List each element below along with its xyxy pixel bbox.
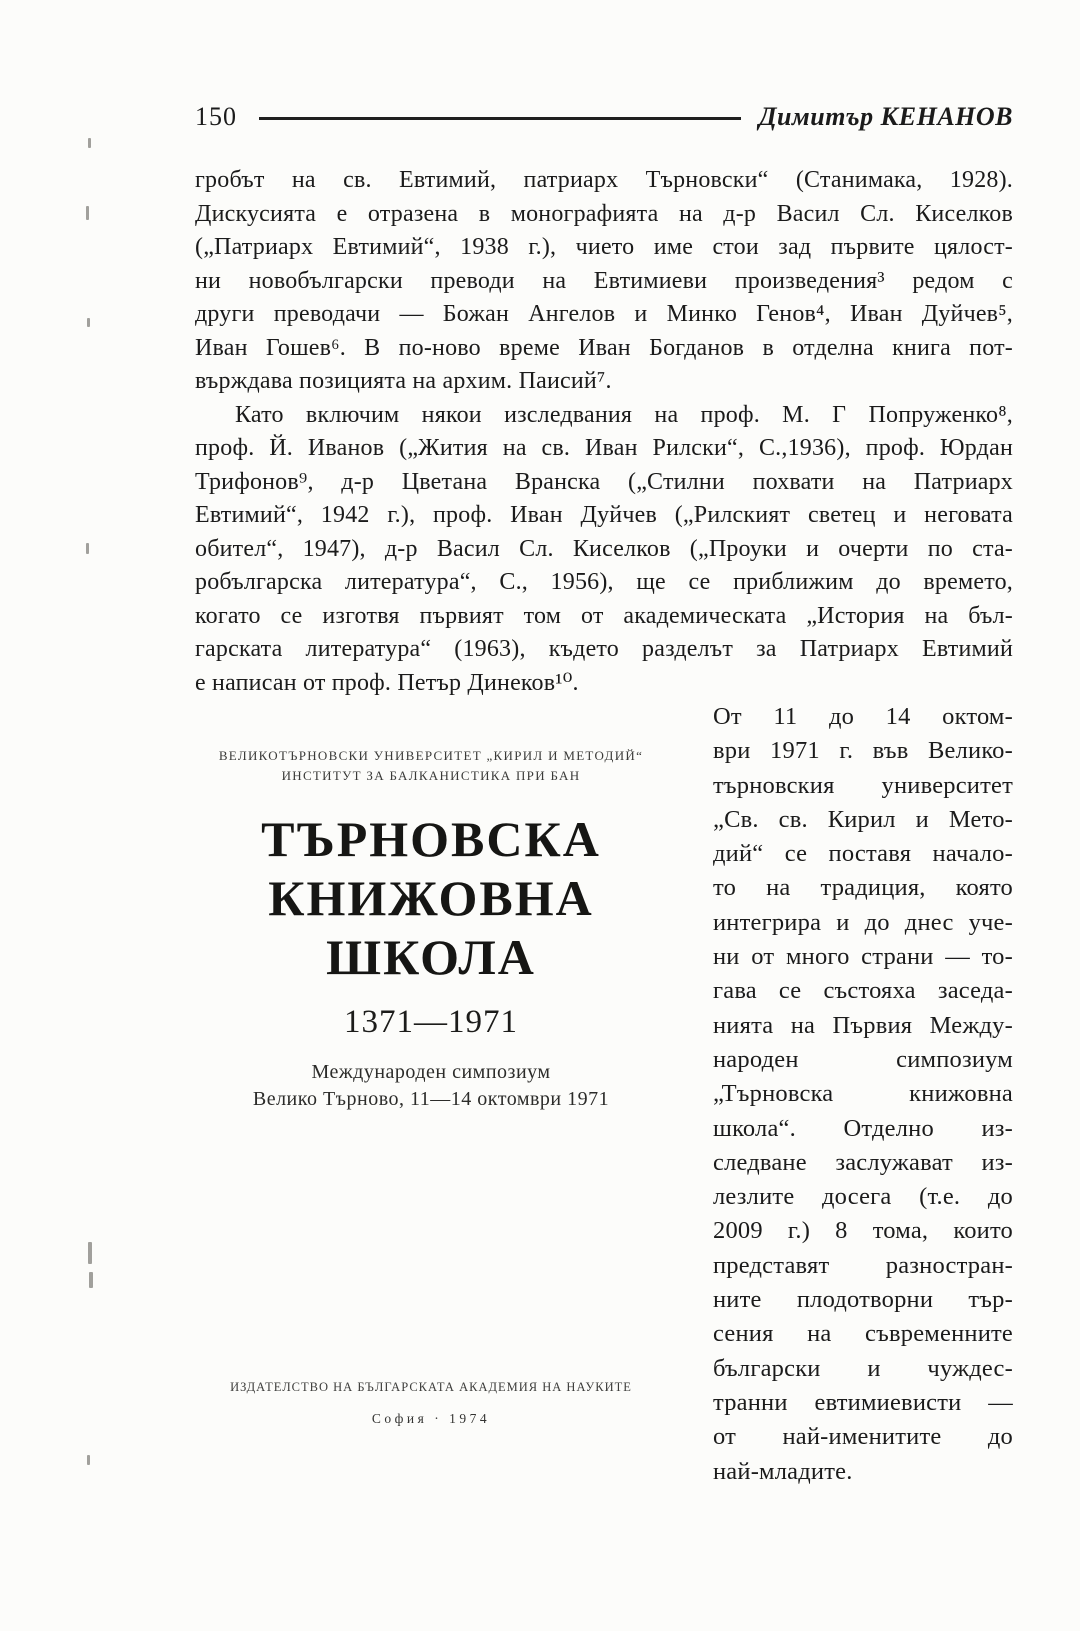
page-number: 150 <box>195 102 237 131</box>
text-line: народен симпозиум <box>713 1045 1013 1073</box>
text-line: гробът на св. Евтимий, патриарх Търновски“ (Станимака, 1928). <box>195 167 1013 193</box>
text-line: КНИЖОВНА <box>268 870 594 926</box>
cover-years: 1371—1971 <box>344 1004 518 1040</box>
text-line: ни от много страни — то- <box>713 943 1013 971</box>
text-line: е написан от проф. Петър Динеков¹⁰. <box>195 669 579 696</box>
text-line: други преводачи — Божан Ангелов и Минко Генов⁴, Иван Дуйчев⁵, <box>195 301 1013 327</box>
cover-title <box>195 810 667 987</box>
text-line: Иван Гошев⁶. В по-ново време Иван Богданов в отделна книга пот- <box>195 334 1013 361</box>
two-column-section <box>195 700 1013 1489</box>
paragraph <box>195 164 1013 399</box>
text-line: търновския университет <box>713 771 1013 799</box>
text-line: ШКОЛА <box>326 929 536 985</box>
scan-artifact <box>88 138 91 148</box>
text-line: „Търновска книжовна <box>713 1080 1013 1108</box>
header-rule <box>259 117 741 120</box>
book-cover-image <box>195 700 667 1427</box>
text-line: върждава позицията на архим. Паисий⁷. <box>195 368 612 394</box>
text-line: нията на Първия Между- <box>713 1011 1013 1039</box>
text-line: гарската литература“ (1963), където разделът за Патриарх Евтимий <box>195 636 1013 662</box>
cover-publisher: ИЗДАТЕЛСТВО НА БЪЛГАРСКАТА АКАДЕМИЯ НА НАУКИТЕ <box>230 1380 632 1394</box>
text-line: представят разностран- <box>713 1251 1013 1279</box>
cover-institution <box>195 746 667 786</box>
text-line: следване заслужават из- <box>713 1148 1013 1176</box>
text-line: „Св. св. Кирил и Мето- <box>713 805 1013 833</box>
text-line: ИНСТИТУТ ЗА БАЛКАНИСТИКА ПРИ БАН <box>281 768 581 783</box>
scan-artifact <box>86 206 89 220</box>
text-line: дий“ се поставя начало- <box>713 840 1013 868</box>
scan-artifact <box>89 1272 93 1288</box>
author-name: Димитър КЕНАНОВ <box>758 102 1013 131</box>
text-line: когато се изготвя първият том от академическата „История на бъл- <box>195 602 1013 629</box>
text-line: школа“. Отделно из- <box>713 1114 1013 1142</box>
running-header <box>195 102 1013 132</box>
scan-artifact <box>87 1455 90 1465</box>
scan-artifact <box>86 543 89 554</box>
scan-artifact <box>87 318 90 327</box>
text-line: Велико Търново, 11—14 октомври 1971 <box>252 1088 610 1110</box>
text-line: ври 1971 г. във Велико- <box>713 737 1013 765</box>
text-line: ните плодотворни тър- <box>713 1286 1013 1314</box>
cover-subtitle <box>195 1059 667 1113</box>
cover-imprint: София · 1974 <box>371 1411 491 1426</box>
text-line: транни евтимиевисти — <box>713 1388 1013 1416</box>
text-line: Дискусията е отразена в монографията на д-р Васил Сл. Киселков <box>195 200 1013 227</box>
text-line: Трифонов⁹, д-р Цветана Вранска („Стилни похвати на Патриарх <box>195 468 1013 495</box>
text-line: лезлите досега (т.е. до <box>713 1183 1013 1211</box>
text-line: сения на съвременните <box>713 1320 1013 1348</box>
text-line: интегрира и до днес уче- <box>713 908 1013 936</box>
text-line: гава се състояха заседа- <box>713 977 1013 1005</box>
text-line: Международен симпозиум <box>311 1061 551 1083</box>
text-line: Евтимий“, 1942 г.), проф. Иван Дуйчев („Рилският светец и неговата <box>195 502 1013 528</box>
text-line: от най-именитите до <box>713 1423 1013 1451</box>
paragraph <box>195 399 1013 701</box>
text-line: най-младите. <box>713 1457 853 1485</box>
text-line: („Патриарх Евтимий“, 1938 г.), чието име стои зад първите цялост- <box>195 234 1013 260</box>
text-line: Като включим някои изследвания на проф. М. Г Попруженко⁸, <box>235 401 1013 428</box>
text-line: ВЕЛИКОТЪРНОВСКИ УНИВЕРСИТЕТ „КИРИЛ И МЕТОДИЙ“ <box>218 748 644 763</box>
text-line: От 11 до 14 октом- <box>713 703 1013 730</box>
page-content <box>195 102 1013 1489</box>
scan-artifact <box>88 1242 92 1264</box>
text-line: обител“, 1947), д-р Васил Сл. Киселков („Проуки и очерти по ста- <box>195 535 1013 562</box>
text-line: робългарска литература“, С., 1956), ще се приближим до времето, <box>195 569 1013 595</box>
right-text-column <box>713 700 1013 1489</box>
text-line: то на традиция, която <box>713 874 1013 902</box>
text-line: проф. Й. Иванов („Жития на св. Иван Рилски“, С.,1936), проф. Юрдан <box>195 435 1013 461</box>
text-line: ни новобългарски преводи на Евтимиеви произведения³ редом с <box>195 267 1013 294</box>
text-line: български и чуждес- <box>713 1354 1013 1382</box>
text-line: ТЪРНОВСКА <box>261 811 601 867</box>
text-line: 2009 г.) 8 тома, които <box>713 1217 1013 1245</box>
